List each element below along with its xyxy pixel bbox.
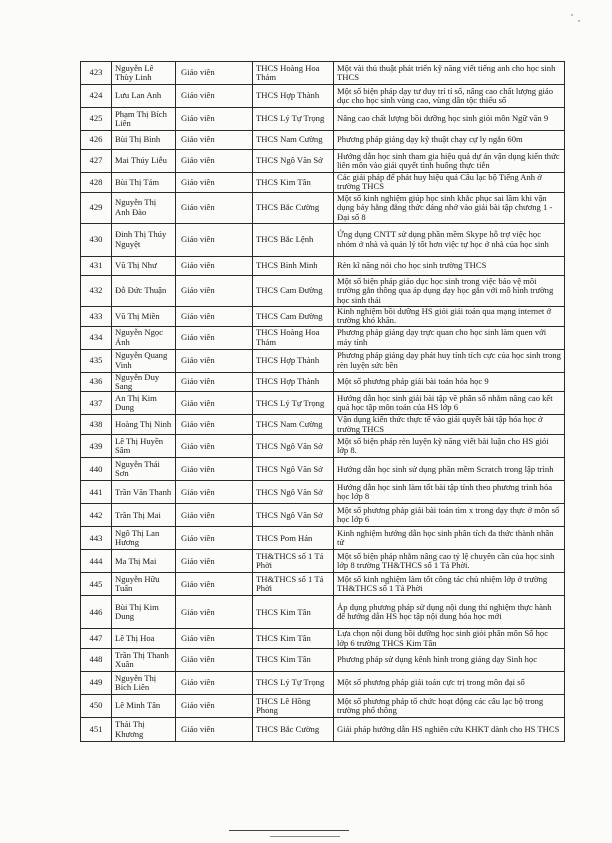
teacher-role-cell: Giáo viên: [176, 527, 253, 550]
initiative-topic-cell: Một số phương pháp giải bài toán hóa học 9: [334, 372, 565, 392]
teacher-role-cell: Giáo viên: [176, 192, 253, 223]
teacher-name-cell: Thái Thị Khương: [112, 718, 176, 742]
teacher-name-cell: Nguyễn Thái Sơn: [112, 458, 176, 481]
table-row: [81, 695, 565, 718]
teacher-name-cell: Nguyễn Ngọc Ánh: [112, 326, 176, 349]
table-row: [81, 649, 565, 672]
teacher-role-cell: Giáo viên: [176, 62, 253, 85]
school-name-cell: THCS Cam Đường: [253, 306, 334, 326]
teacher-role-cell: Giáo viên: [176, 649, 253, 672]
table-row: [81, 192, 565, 223]
school-name-cell: THCS Kim Tân: [253, 649, 334, 672]
row-number-cell: 427: [81, 150, 112, 173]
teacher-role-cell: Giáo viên: [176, 326, 253, 349]
school-name-cell: THCS Bắc Cường: [253, 718, 334, 742]
teacher-role-cell: Giáo viên: [176, 131, 253, 150]
school-name-cell: THCS Bình Minh: [253, 256, 334, 275]
teacher-role-cell: Giáo viên: [176, 435, 253, 458]
teacher-role-cell: Giáo viên: [176, 695, 253, 718]
teacher-role-cell: Giáo viên: [176, 150, 253, 173]
row-number-cell: 439: [81, 435, 112, 458]
table-row: [81, 173, 565, 193]
teacher-name-cell: Bùi Thị Tám: [112, 173, 176, 193]
table-row: [81, 372, 565, 392]
row-number-cell: 448: [81, 649, 112, 672]
school-name-cell: THCS Hoàng Hoa Thám: [253, 326, 334, 349]
school-name-cell: THCS Ngô Văn Sở: [253, 435, 334, 458]
teacher-role-cell: Giáo viên: [176, 306, 253, 326]
table-row: [81, 306, 565, 326]
initiative-topic-cell: Phương pháp giảng dạy phát huy tính tích cực của học sinh trong rèn luyện sức bền: [334, 349, 565, 372]
teacher-name-cell: Nguyễn Quang Vinh: [112, 349, 176, 372]
initiative-topic-cell: Lựa chọn nội dung bồi dưỡng học sinh giỏi phân môn Số học lớp 6 trường THCS Kim Tân: [334, 629, 565, 649]
teacher-name-cell: Lê Thị Huyền Sâm: [112, 435, 176, 458]
teacher-name-cell: Nguyễn Lê Thùy Linh: [112, 62, 176, 85]
table-row: [81, 275, 565, 306]
teacher-role-cell: Giáo viên: [176, 629, 253, 649]
initiative-topic-cell: Phương pháp giảng dạy trực quan cho học sinh làm quen với máy tính: [334, 326, 565, 349]
table-row: [81, 550, 565, 573]
teacher-name-cell: Đỗ Đức Thuận: [112, 275, 176, 306]
table-row: [81, 596, 565, 629]
row-number-cell: 437: [81, 392, 112, 415]
teacher-name-cell: Trần Thị Mai: [112, 504, 176, 527]
row-number-cell: 425: [81, 108, 112, 131]
table-row: [81, 504, 565, 527]
teacher-role-cell: Giáo viên: [176, 481, 253, 504]
teacher-role-cell: Giáo viên: [176, 596, 253, 629]
school-name-cell: THCS Hoàng Hoa Thám: [253, 62, 334, 85]
initiative-topic-cell: Một số biện pháp rèn luyện kỹ năng viết bài luận cho HS giỏi lớp 8.: [334, 435, 565, 458]
row-number-cell: 428: [81, 173, 112, 193]
school-name-cell: THCS Kim Tân: [253, 596, 334, 629]
row-number-cell: 443: [81, 527, 112, 550]
school-name-cell: THCS Pom Hán: [253, 527, 334, 550]
teacher-name-cell: Bùi Thị Kim Dung: [112, 596, 176, 629]
table-row: [81, 392, 565, 415]
row-number-cell: 440: [81, 458, 112, 481]
page-bottom-rule-secondary: [270, 836, 340, 837]
school-name-cell: THCS Lý Tự Trọng: [253, 108, 334, 131]
initiative-topic-cell: Hướng dẫn học sinh sử dụng phần mềm Scratch trong lập trình: [334, 458, 565, 481]
initiative-topic-cell: Vận dụng kiến thức thực tế vào giải quyết bài tập hóa học ở trường THCS: [334, 415, 565, 435]
row-number-cell: 435: [81, 349, 112, 372]
teacher-role-cell: Giáo viên: [176, 458, 253, 481]
table-row: [81, 435, 565, 458]
initiative-topic-cell: Phương pháp giảng dạy kỹ thuật chạy cự ly ngắn 60m: [334, 131, 565, 150]
teacher-role-cell: Giáo viên: [176, 256, 253, 275]
school-name-cell: THCS Cam Đường: [253, 275, 334, 306]
teacher-role-cell: Giáo viên: [176, 573, 253, 596]
initiative-topic-cell: Hướng dẫn học sinh giải bài tập về phân số nhằm nâng cao kết quả học tập môn toán của HS lớp 6: [334, 392, 565, 415]
teacher-name-cell: Nguyễn Duy Sang: [112, 372, 176, 392]
teacher-role-cell: Giáo viên: [176, 392, 253, 415]
initiative-topic-cell: Giải pháp hướng dẫn HS nghiên cứu KHKT dành cho HS THCS: [334, 718, 565, 742]
row-number-cell: 444: [81, 550, 112, 573]
school-name-cell: THCS Ngô Văn Sở: [253, 481, 334, 504]
table-row: [81, 62, 565, 85]
row-number-cell: 449: [81, 672, 112, 695]
teacher-role-cell: Giáo viên: [176, 415, 253, 435]
row-number-cell: 431: [81, 256, 112, 275]
scan-speck: [578, 20, 580, 22]
initiative-topic-cell: Rèn kĩ năng nói cho học sinh trường THCS: [334, 256, 565, 275]
table-row: [81, 326, 565, 349]
teacher-name-cell: Ngô Thị Lan Hương: [112, 527, 176, 550]
teacher-role-cell: Giáo viên: [176, 349, 253, 372]
initiative-topic-cell: Một số biện pháp giáo dục học sinh trong việc bảo vệ môi trường gắn thông qua áp dụng dạy học gắn với mô hình trường học sinh thái: [334, 275, 565, 306]
row-number-cell: 423: [81, 62, 112, 85]
table-row: [81, 108, 565, 131]
initiative-topic-cell: Một vài thủ thuật phát triển kỹ năng viết tiếng anh cho học sinh THCS: [334, 62, 565, 85]
table-row: [81, 629, 565, 649]
school-name-cell: TH&THCS số 1 Tả Phời: [253, 550, 334, 573]
school-name-cell: THCS Bắc Lệnh: [253, 223, 334, 256]
table-row: [81, 481, 565, 504]
school-name-cell: THCS Lý Tự Trọng: [253, 672, 334, 695]
teacher-name-cell: Trần Văn Thanh: [112, 481, 176, 504]
teacher-name-cell: Vũ Thị Miền: [112, 306, 176, 326]
teacher-role-cell: Giáo viên: [176, 173, 253, 193]
initiative-topic-cell: Một số phương pháp giải toán cực trị trong môn đại số: [334, 672, 565, 695]
document-table: [80, 61, 565, 742]
teacher-role-cell: Giáo viên: [176, 108, 253, 131]
initiative-topic-cell: Các giải pháp để phát huy hiệu quả Câu lạc bộ Tiếng Anh ở trường THCS: [334, 173, 565, 193]
table-row: [81, 718, 565, 742]
initiative-topic-cell: Kinh nghiệm bồi dưỡng HS giỏi giải toán qua mạng internet ở trường khó khăn.: [334, 306, 565, 326]
page-bottom-rule: [229, 830, 349, 831]
row-number-cell: 426: [81, 131, 112, 150]
initiative-topic-cell: Áp dụng phương pháp sử dụng nội dung thí nghiệm thực hành để hướng dẫn HS học tập nội dung hóa học mới: [334, 596, 565, 629]
school-name-cell: THCS Hợp Thành: [253, 349, 334, 372]
initiative-topic-cell: Kinh nghiệm hướng dẫn học sinh phân tích đa thức thành nhân tử: [334, 527, 565, 550]
row-number-cell: 438: [81, 415, 112, 435]
table-row: [81, 150, 565, 173]
school-name-cell: THCS Bắc Cường: [253, 192, 334, 223]
table-row: [81, 85, 565, 108]
teacher-name-cell: Đinh Thị Thúy Nguyệt: [112, 223, 176, 256]
teacher-role-cell: Giáo viên: [176, 550, 253, 573]
table-row: [81, 256, 565, 275]
teacher-name-cell: Hoàng Thị Ninh: [112, 415, 176, 435]
school-name-cell: THCS Lý Tự Trọng: [253, 392, 334, 415]
teacher-name-cell: Vũ Thị Như: [112, 256, 176, 275]
school-name-cell: THCS Kim Tân: [253, 629, 334, 649]
row-number-cell: 430: [81, 223, 112, 256]
teacher-name-cell: Ma Thị Mai: [112, 550, 176, 573]
school-name-cell: THCS Hợp Thành: [253, 85, 334, 108]
school-name-cell: THCS Nam Cường: [253, 131, 334, 150]
row-number-cell: 447: [81, 629, 112, 649]
row-number-cell: 450: [81, 695, 112, 718]
school-name-cell: THCS Lê Hồng Phong: [253, 695, 334, 718]
table-row: [81, 458, 565, 481]
row-number-cell: 442: [81, 504, 112, 527]
table-row: [81, 131, 565, 150]
row-number-cell: 441: [81, 481, 112, 504]
initiative-topic-cell: Ứng dụng CNTT sử dụng phần mềm Skype hỗ trợ việc học nhóm ở nhà và quản lý tốt hơn việc tự học ở nhà của học sinh: [334, 223, 565, 256]
table-row: [81, 527, 565, 550]
teacher-name-cell: Lê Thị Hoa: [112, 629, 176, 649]
school-name-cell: THCS Ngô Văn Sở: [253, 458, 334, 481]
row-number-cell: 424: [81, 85, 112, 108]
initiative-topic-cell: Hướng dẫn học sinh làm tốt bài tập tính theo phương trình hóa học lớp 8: [334, 481, 565, 504]
table-body: [81, 62, 565, 742]
school-name-cell: THCS Ngô Văn Sở: [253, 504, 334, 527]
teacher-name-cell: Lưu Lan Anh: [112, 85, 176, 108]
teacher-name-cell: Trần Thị Thanh Xuân: [112, 649, 176, 672]
row-number-cell: 451: [81, 718, 112, 742]
teacher-name-cell: Nguyễn Thị Bích Liên: [112, 672, 176, 695]
row-number-cell: 446: [81, 596, 112, 629]
school-name-cell: THCS Ngô Văn Sở: [253, 150, 334, 173]
school-name-cell: THCS Hợp Thành: [253, 372, 334, 392]
initiative-topic-cell: Phương pháp sử dụng kênh hình trong giảng dạy Sinh học: [334, 649, 565, 672]
teacher-name-cell: An Thị Kim Dung: [112, 392, 176, 415]
row-number-cell: 432: [81, 275, 112, 306]
initiative-topic-cell: Một số kinh nghiệm làm tốt công tác chủ nhiệm lớp ở trường TH&THCS số 1 Tả Phời: [334, 573, 565, 596]
row-number-cell: 436: [81, 372, 112, 392]
teacher-role-cell: Giáo viên: [176, 372, 253, 392]
table-row: [81, 573, 565, 596]
initiative-topic-cell: Một số phương pháp tổ chức hoạt động các câu lạc bộ trong trường phổ thông: [334, 695, 565, 718]
teacher-role-cell: Giáo viên: [176, 672, 253, 695]
initiative-topic-cell: Một số phương pháp giải bài toán tìm x trong dạy thực ở môn số học lớp 6: [334, 504, 565, 527]
row-number-cell: 429: [81, 192, 112, 223]
school-name-cell: TH&THCS số 1 Tả Phời: [253, 573, 334, 596]
initiative-topic-cell: Một số biện pháp dạy tư duy trí tỉ số, nâng cao chất lượng giáo dục cho học sinh vùng cao, vùng dân tộc thiểu số: [334, 85, 565, 108]
row-number-cell: 434: [81, 326, 112, 349]
initiative-topic-cell: Hướng dẫn học sinh tham gia hiệu quả dự án vận dụng kiến thức liên môn vào giải quyết tình huống thực tiễn: [334, 150, 565, 173]
teacher-name-cell: Nguyễn Thị Anh Đào: [112, 192, 176, 223]
teacher-role-cell: Giáo viên: [176, 718, 253, 742]
table-row: [81, 672, 565, 695]
teacher-role-cell: Giáo viên: [176, 85, 253, 108]
row-number-cell: 433: [81, 306, 112, 326]
initiative-topic-cell: Một số kinh nghiệm giúp học sinh khắc phục sai lầm khi vận dụng bảy hằng đẳng thức đáng nhớ vào giải bài tập chương 1 - Đại số 8: [334, 192, 565, 223]
teacher-role-cell: Giáo viên: [176, 223, 253, 256]
teacher-name-cell: Nguyễn Hữu Tuấn: [112, 573, 176, 596]
teacher-name-cell: Lê Minh Tân: [112, 695, 176, 718]
teacher-name-cell: Phạm Thị Bích Liên: [112, 108, 176, 131]
teacher-name-cell: Bùi Thị Bình: [112, 131, 176, 150]
scan-speck: [571, 14, 573, 16]
row-number-cell: 445: [81, 573, 112, 596]
table-row: [81, 223, 565, 256]
teacher-role-cell: Giáo viên: [176, 275, 253, 306]
teacher-role-cell: Giáo viên: [176, 504, 253, 527]
school-name-cell: THCS Nam Cường: [253, 415, 334, 435]
table-row: [81, 349, 565, 372]
initiative-topic-cell: Nâng cao chất lượng bồi dưỡng học sinh giỏi môn Ngữ văn 9: [334, 108, 565, 131]
school-name-cell: THCS Kim Tân: [253, 173, 334, 193]
teacher-name-cell: Mai Thúy Liễu: [112, 150, 176, 173]
table-row: [81, 415, 565, 435]
initiative-topic-cell: Một số biện pháp nhằm nâng cao tỷ lệ chuyên cần của học sinh lớp 8 trường TH&THCS số 1 Tả Phời.: [334, 550, 565, 573]
